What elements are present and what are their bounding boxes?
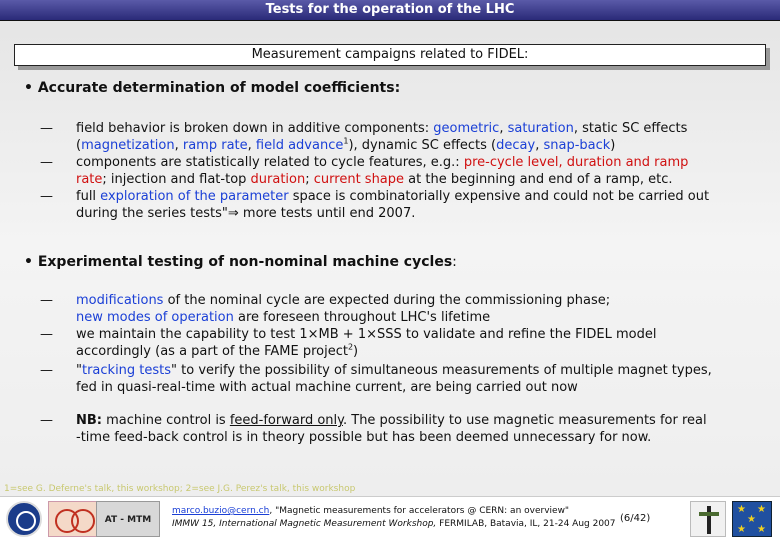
- at-mtm-logo: AT - MTM: [96, 501, 160, 537]
- email-link[interactable]: marco.buzio@cern.ch: [172, 506, 270, 516]
- lhc-logo-icon: [48, 501, 100, 537]
- footer: [0, 496, 780, 541]
- cern-logo-icon: [6, 501, 42, 537]
- eu-stars-logo-icon: ★ ★ ★ ★ ★: [732, 501, 772, 537]
- dash: —: [40, 121, 53, 136]
- nb-note: — NB: machine control is feed-forward only. The possibility to use magnetic measurements for real -time feed-back control is in theory possible but has been deemed unnecessary for now.: [40, 413, 707, 445]
- subtitle-box: Measurement campaigns related to FIDEL:: [14, 44, 766, 66]
- page-number: (6/42): [620, 513, 651, 524]
- section1-item-2: — components are statistically related to cycle features, e.g.: pre-cycle level, duration and ramp rate; injection and flat-top duration; current shape at the beginning and end of a ramp, etc.: [40, 155, 689, 187]
- section1-item-1: — field behavior is broken down in additive components: geometric, saturation, static SC effects (magnetization, ramp rate, field advance$^1$), dynamic SC effects (decay, snap-back): [40, 121, 688, 153]
- section1-heading: • Accurate determination of model coefficients:: [24, 80, 401, 96]
- section1-item-3: — full exploration of the parameter space is combinatorially expensive and could not be carried out during the series tests"⇒ more tests until end 2007.: [40, 189, 710, 221]
- section2-heading: • Experimental testing of non-nominal machine cycles:: [24, 254, 457, 270]
- section2-item-3: — "tracking tests" to verify the possibility of simultaneous measurements of multiple magnet types, fed in quasi-real-time with actual machine current, are being carried out now: [40, 363, 712, 395]
- footer-credits: marco.buzio@cern.ch, "Magnetic measurements for accelerators @ CERN: an overview" IMMW 15, International Magnetic Measurement Workshop, FERMILAB, Batavia, IL, 21-24 Aug 2007: [172, 506, 616, 529]
- fermilab-logo-icon: [690, 501, 726, 537]
- footnote: 1=see G. Deferne's talk, this workshop; 2=see J.G. Perez's talk, this workshop: [4, 484, 356, 494]
- section2-item-1: — modifications of the nominal cycle are expected during the commissioning phase; new modes of operation are foreseen throughout LHC's lifetime: [40, 293, 611, 325]
- section2-item-2: — we maintain the capability to test 1×MB + 1×SSS to validate and refine the FIDEL model accordingly (as a part of the FAME project$^2$): [40, 327, 657, 359]
- slide-title: Tests for the operation of the LHC: [0, 0, 780, 21]
